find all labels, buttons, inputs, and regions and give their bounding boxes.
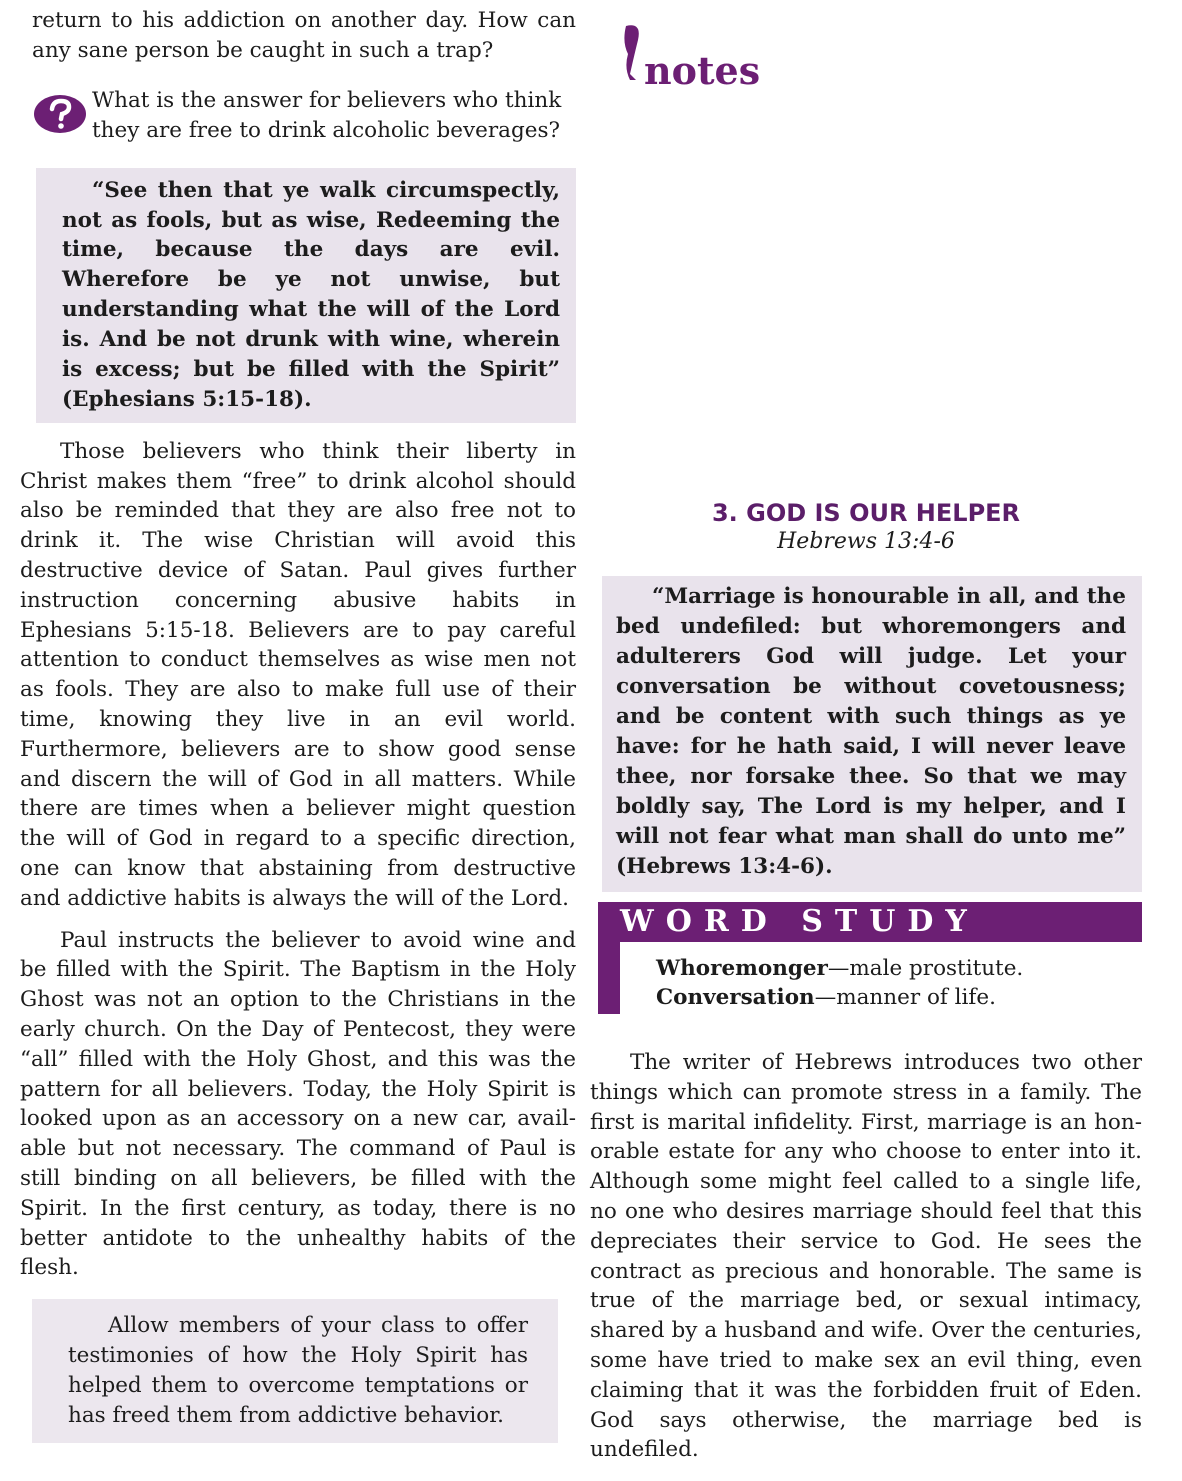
notes-label: notes [644, 48, 761, 93]
quill-icon [624, 25, 638, 80]
question-text: What is the answer for believers who think they are free to drink alcoholic beverages? [92, 87, 562, 143]
body-paragraph: The writer of Hebrews introduces two other things which can promote stress in a family. The first is marital infidelity. First, marriage is an honorable estate for any who choose to enter into it. Although some might feel called to a single life, no one who desires marriage should feel that this depreciates their service to God. He sees the contract as precious and honorable. The same is true of the marriage bed, or sexual intimacy, shared by a husband and wife. Over the centuries, some have tried to make sex an evil thing, even claiming that it was the forbidden fruit of Eden. God says otherwise, the marriage bed is undefiled. [590, 1050, 1142, 1463]
body-paragraph: Paul instructs the believer to avoid wine and be filled with the Spirit. The Baptism in the Holy Ghost was not an option to the Christians in the early church. On the Day of Pentecost, they were “all” filled with the Holy Ghost, and this was the pattern for all believers. Today, the Holy Spirit is looked upon as an accessory on a new car, available but not necessary. The command of Paul is still binding on all believers, be filled with the Spirit. In the first century, as today, there is no better antidote to the unhealthy habits of the flesh. [20, 927, 576, 1281]
section-reference: Hebrews 13:4-6 [777, 529, 955, 554]
section-heading [590, 498, 1142, 556]
notes-logo [620, 22, 800, 94]
word-study-term: Whoremonger [656, 956, 828, 981]
right-column [590, 10, 1142, 1465]
word-study-term: Conversation [656, 985, 815, 1010]
left-column [20, 6, 576, 1443]
word-study-entry [656, 954, 1142, 983]
intro-text: return to his addiction on another day. How can any sane person be caught in such a trap? [32, 8, 576, 63]
word-study-title: WORD STUDY [598, 902, 1142, 942]
word-study-definition: —manner of life. [814, 985, 996, 1010]
word-study-entry [656, 983, 1142, 1012]
discussion-question [32, 86, 576, 146]
notes-header [590, 10, 1142, 100]
scripture-text: “Marriage is honourable in all, and the bed undefiled: but whoremongers and adulterers God will judge. Let your conversation be without covetousness; and be content with such things as ye have: for he hath said, I will never leave thee, nor forsake thee. So that we may boldly say, The Lord is my helper, and I will not fear what man shall do unto me” (Hebrews 13:4-6). [616, 584, 1126, 879]
scripture-text: “See then that ye walk circumspectly, not as fools, but as wise, Redeeming the time, because the days are evil. Wherefore be ye not unwise, but understanding what the will of the Lord is. And be not drunk with wine, wherein is excess; but be filled with the Spirit” (Ephesians 5:15-18). [62, 177, 560, 412]
word-study-definition: —male prostitute. [827, 956, 1024, 981]
scripture-box-hebrews [602, 576, 1142, 892]
section-title: 3. GOD IS OUR HELPER [711, 499, 1021, 527]
body-paragraph: Those believers who think their liberty in Christ makes them “free” to drink alcohol should also be reminded that they are also free not to drink it. The wise Christian will avoid this destructive device of Satan. Paul gives further instruction concerning abusive habits in Ephesians 5:15-18. Believers are to pay careful attention to conduct themselves as wise men not as fools. They are also to make full use of their time, knowing they live in an evil world. Furthermore, believers are to show good sense and discern the will of God in all matters. While there are times when a believer might question the will of God in regard to a specific direction, one can know that abstaining from destructive and addictive habits is always the will of the Lord. [20, 438, 576, 911]
word-study [598, 902, 1142, 1014]
class-activity-box [32, 1299, 558, 1443]
question-mark-icon [32, 90, 88, 134]
word-study-body [598, 942, 1142, 1014]
activity-text: Allow members of your class to offer testimonies of how the Holy Spirit has helped them to overcome temptations or has freed them from addictive behavior. [68, 1313, 528, 1429]
scripture-box-ephesians [36, 168, 576, 423]
